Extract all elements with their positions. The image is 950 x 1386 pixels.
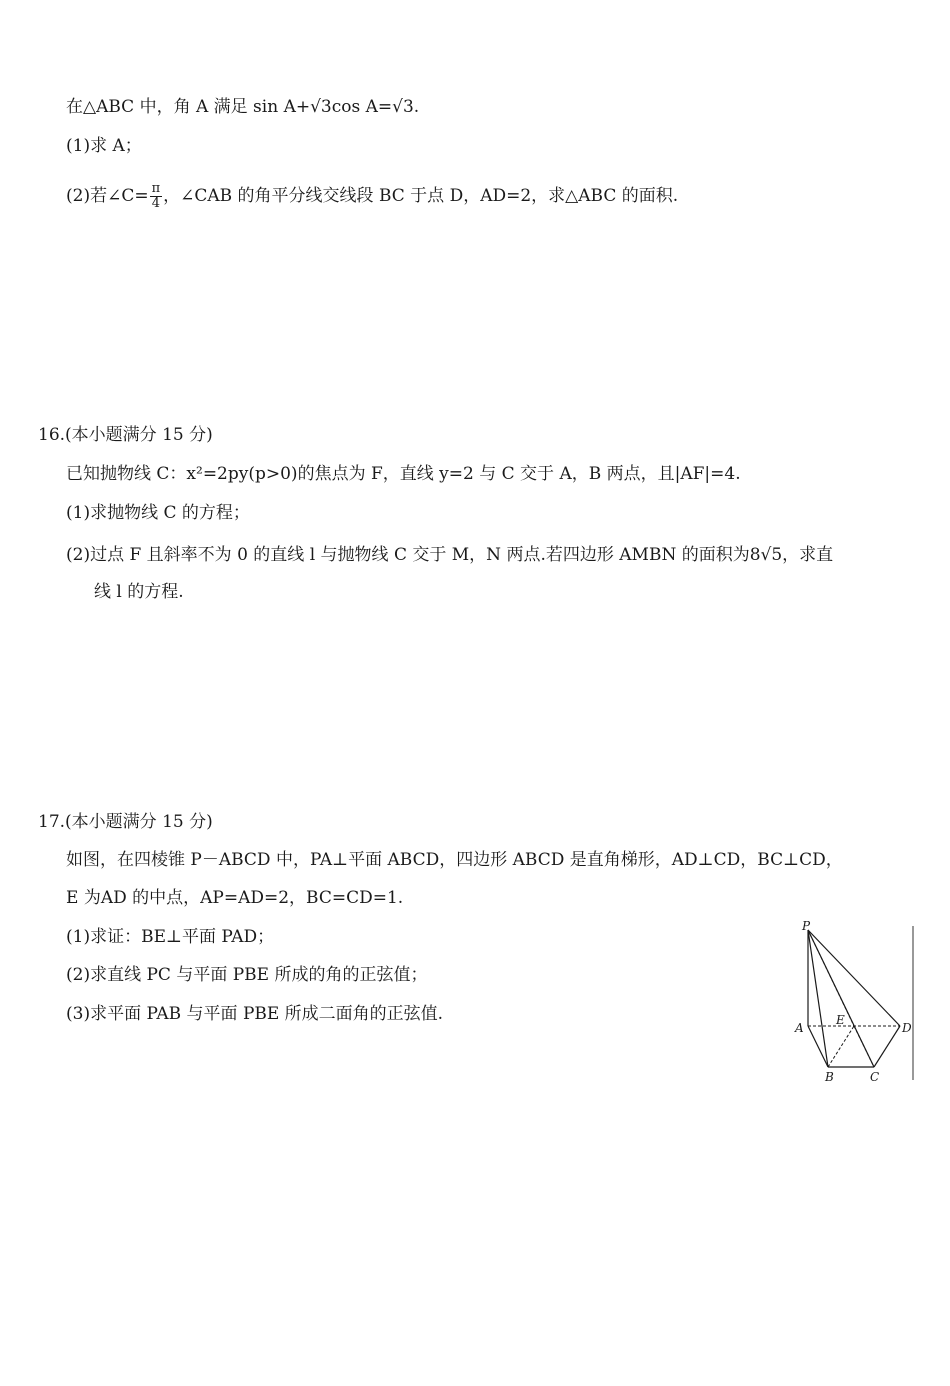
pyramid-figure [780, 918, 920, 1086]
label-A: A [795, 1021, 804, 1035]
label-B: B [825, 1070, 834, 1084]
q16-intro: 已知抛物线 C：x²=2py(p>0)的焦点为 F，直线 y=2 与 C 交于 A，B 两点，且|AF|=4. [66, 464, 741, 484]
q17-part3: (3)求平面 PAB 与平面 PBE 所成二面角的正弦值. [66, 1004, 444, 1024]
label-E: E [836, 1013, 845, 1027]
q15-fraction-num: π [151, 181, 161, 196]
q17-intro-line2: E 为AD 的中点，AP=AD=2，BC=CD=1. [66, 888, 404, 908]
label-D: D [902, 1021, 912, 1035]
q15-part2-text-a: (2)若∠C= [66, 186, 149, 206]
q15-part2 [66, 182, 678, 211]
q15-intro: 在△ABC 中，角 A 满足 sin A+√3cos A=√3. [66, 97, 420, 117]
q16-header: 16.(本小题满分 15 分) [38, 425, 213, 445]
q15-part1: (1)求 A； [66, 136, 142, 156]
q15-fraction-den: 4 [151, 196, 160, 211]
q16-part2-line2: 线 l 的方程. [94, 582, 184, 602]
pyramid-diagram [780, 918, 920, 1086]
edge-PD [808, 930, 900, 1026]
q17-intro-line1: 如图，在四棱锥 P－ABCD 中，PA⊥平面 ABCD，四边形 ABCD 是直角梯形，AD⊥CD，BC⊥CD， [66, 850, 843, 870]
q17-part2: (2)求直线 PC 与平面 PBE 所成的角的正弦值； [66, 965, 428, 985]
q15-fraction [150, 182, 163, 211]
edge-BE-hidden [828, 1026, 854, 1067]
q16-part2-line1: (2)过点 F 且斜率不为 0 的直线 l 与抛物线 C 交于 M，N 两点.若四边形 AMBN 的面积为8√5，求直 [66, 545, 834, 565]
q16-part1: (1)求抛物线 C 的方程； [66, 503, 250, 523]
q15-part2-text-b: ，∠CAB 的角平分线交线段 BC 于点 D，AD=2，求△ABC 的面积. [163, 186, 679, 206]
label-P: P [802, 919, 811, 933]
label-C: C [870, 1070, 880, 1084]
q17-part1: (1)求证：BE⊥平面 PAD； [66, 927, 275, 947]
edge-CD [874, 1026, 900, 1067]
q17-header: 17.(本小题满分 15 分) [38, 812, 213, 832]
